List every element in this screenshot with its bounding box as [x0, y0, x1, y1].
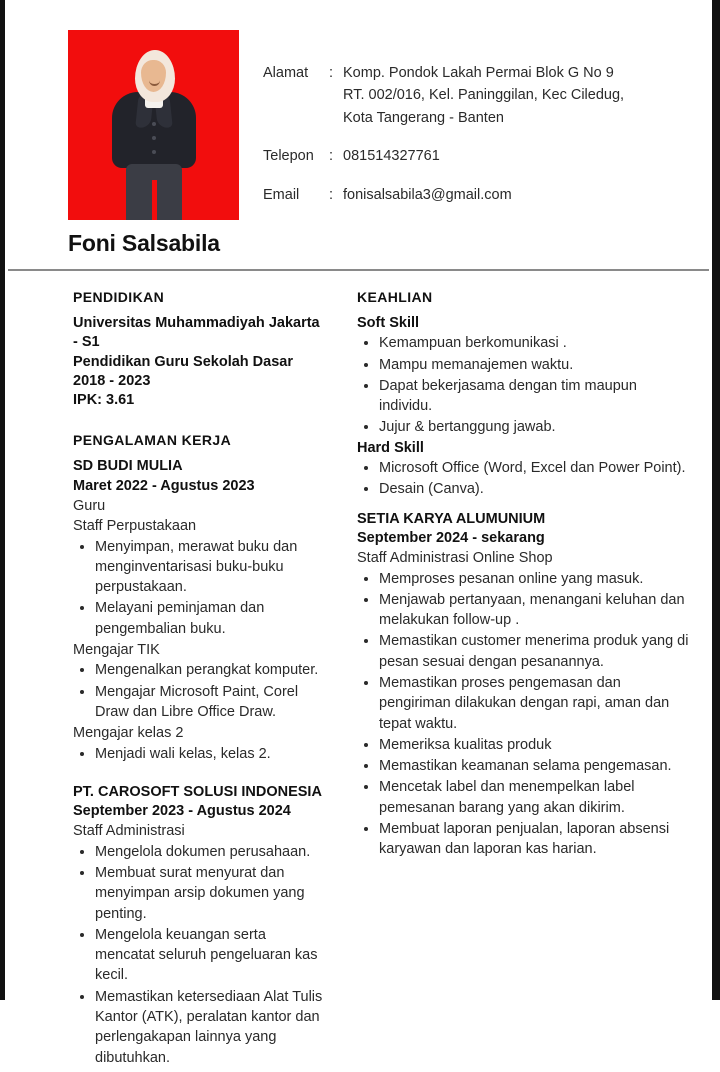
job-period: September 2024 - sekarang [357, 529, 545, 546]
portrait-button [152, 150, 156, 154]
contact-label: Telepon [263, 148, 314, 165]
bullet-item: • Membuat surat menyurat dan menyimpan arsip dokumen yang penting. [95, 863, 323, 924]
bullet-item: • Memproses pesanan online yang masuk. [379, 569, 692, 589]
job-period: September 2023 - Agustus 2024 [73, 803, 291, 820]
section-title-keahlian: KEAHLIAN [357, 289, 433, 305]
job-role: Mengajar kelas 2 [73, 725, 184, 742]
portrait-face-icon [141, 60, 166, 92]
hard-skill-list [357, 458, 692, 500]
address-line: Kota Tangerang - Banten [343, 109, 504, 126]
job-bullets [73, 660, 323, 722]
job-role: Mengajar TIK [73, 642, 160, 659]
contact-colon: : [329, 65, 334, 81]
contact-block [245, 30, 712, 222]
portrait-leg-gap [152, 180, 157, 220]
job-role: Guru [73, 497, 106, 514]
phone-value: 081514327761 [343, 148, 440, 165]
resume-body [5, 271, 712, 1072]
bullet-item: • Melayani peminjaman dan pengembalian buku. [95, 598, 323, 639]
bullet-item: • Mengenalkan perangkat komputer. [95, 660, 323, 680]
bullet-item: • Desain (Canva). [379, 479, 692, 499]
bullet-item: • Memastikan proses pengemasan dan pengiriman dilakukan dengan rapi, aman dan tepat waktu. [379, 673, 692, 734]
skill-group-title: Soft Skill [357, 315, 420, 331]
job-bullets [357, 569, 692, 860]
email-value: fonisalsabila3@gmail.com [343, 186, 512, 203]
page-edge-band-left [0, 0, 5, 1000]
bullet-item: • Memastikan ketersediaan Alat Tulis Kantor (ATK), peralatan kantor dan perlengakapan lainnya yang dibutuhkan. [95, 987, 323, 1068]
job-role: Staff Administrasi Online Shop [357, 550, 553, 567]
bullet-item: • Memastikan customer menerima produk yang di pesan sesuai dengan pesanannya. [379, 631, 692, 672]
education-entry [73, 314, 323, 410]
bullet-item: • Membuat laporan penjualan, laporan absensi karyawan dan laporan kas harian. [379, 819, 692, 860]
job-entry [73, 783, 323, 1068]
person-name: Foni Salsabila [68, 230, 220, 256]
education-institution: Universitas Muhammadiyah Jakarta - S1 [73, 315, 320, 351]
bullet-item: • Mencetak label dan menempelkan label pemesanan barang yang akan dikirim. [379, 777, 692, 818]
education-years: 2018 - 2023 [73, 372, 151, 389]
job-role: Staff Perpustakaan [73, 518, 197, 535]
right-column [335, 289, 712, 1072]
address-line: Komp. Pondok Lakah Permai Blok G No 9 [343, 65, 614, 81]
contact-label: Alamat [263, 65, 309, 81]
contact-colon: : [329, 148, 334, 165]
education-program: Pendidikan Guru Sekolah Dasar [73, 353, 293, 370]
section-title-pengalaman-kerja: PENGALAMAN KERJA [73, 432, 232, 449]
portrait-button [152, 136, 156, 140]
job-bullets [73, 537, 323, 639]
job-entry [73, 457, 323, 763]
contact-colon: : [329, 186, 334, 203]
bullet-item: • Memeriksa kualitas produk [379, 735, 692, 755]
job-company: SETIA KARYA ALUMUNIUM [357, 510, 546, 527]
job-role: Staff Administrasi [73, 823, 185, 840]
portrait-button [152, 122, 156, 126]
job-bullets [73, 744, 323, 764]
bullet-item: • Microsoft Office (Word, Excel dan Power Point). [379, 458, 692, 478]
contact-row-email [263, 184, 682, 206]
profile-photo [68, 30, 239, 220]
job-bullets [73, 842, 323, 1068]
soft-skill-list [357, 333, 692, 437]
photo-block [5, 30, 245, 257]
bullet-item: • Menyimpan, merawat buku dan menginventarisasi buku-buku perpustakaan. [95, 537, 323, 598]
bullet-item: • Mengajar Microsoft Paint, Corel Draw dan Libre Office Draw. [95, 682, 323, 723]
bullet-item: • Mampu memanajemen waktu. [379, 355, 692, 375]
bullet-item: • Menjawab pertanyaan, menangani keluhan dan melakukan follow-up . [379, 590, 692, 631]
resume-header [5, 0, 712, 257]
page-edge-band-right [712, 0, 720, 1000]
resume-page [5, 0, 712, 1066]
bullet-item: • Mengelola dokumen perusahaan. [95, 842, 323, 862]
education-gpa: IPK: 3.61 [73, 392, 135, 409]
bullet-item: • Memastikan keamanan selama pengemasan. [379, 756, 692, 776]
contact-value [343, 62, 682, 129]
bullet-item: • Kemampuan berkomunikasi . [379, 333, 692, 353]
left-column [5, 289, 335, 1072]
contact-row-telepon [263, 145, 682, 167]
job-company: PT. CAROSOFT SOLUSI INDONESIA [73, 783, 322, 800]
job-entry [357, 510, 692, 860]
job-company: SD BUDI MULIA [73, 458, 183, 475]
bullet-item: • Jujur & bertanggung jawab. [379, 417, 692, 437]
bullet-item: • Dapat bekerjasama dengan tim maupun individu. [379, 376, 692, 417]
section-title-pendidikan: PENDIDIKAN [73, 289, 165, 305]
contact-row-alamat [263, 62, 682, 129]
bullet-item: • Menjadi wali kelas, kelas 2. [95, 744, 323, 764]
skill-group-title: Hard Skill [357, 439, 424, 456]
job-period: Maret 2022 - Agustus 2023 [73, 477, 255, 494]
bullet-item: • Mengelola keuangan serta mencatat seluruh pengeluaran kas kecil. [95, 925, 323, 986]
contact-label: Email [263, 186, 300, 203]
address-line: RT. 002/016, Kel. Paninggilan, Kec Ciledug, [343, 87, 625, 104]
